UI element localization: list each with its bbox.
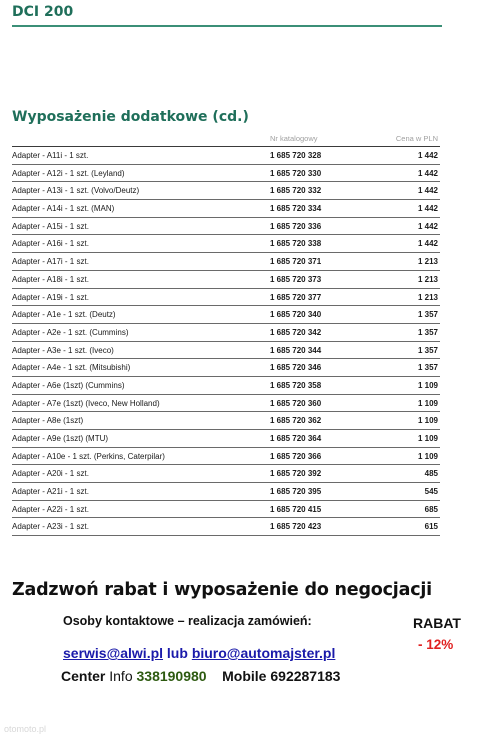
table-row xyxy=(12,359,440,377)
catalog-number-cell: 1 685 720 358 xyxy=(270,380,322,390)
price-cell: 1 357 xyxy=(417,363,438,373)
product-name-cell: Adapter - A17i - 1 szt. xyxy=(12,257,89,267)
price-cell: 685 xyxy=(424,504,438,514)
product-name-cell: Adapter - A6e (1szt) (Cummins) xyxy=(12,380,125,390)
price-cell: 1 109 xyxy=(417,380,438,390)
table-header xyxy=(12,133,440,147)
table-row xyxy=(12,448,440,466)
price-cell: 1 442 xyxy=(417,168,438,178)
catalog-number-cell: 1 685 720 360 xyxy=(270,398,322,408)
contacts-heading: Osoby kontaktowe – realizacja zamówień: xyxy=(63,614,312,628)
product-name-cell: Adapter - A14i - 1 szt. (MAN) xyxy=(12,204,115,214)
product-name-cell: Adapter - A19i - 1 szt. xyxy=(12,292,89,302)
product-name-cell: Adapter - A22i - 1 szt. xyxy=(12,504,89,514)
table-body xyxy=(12,147,440,536)
title-divider xyxy=(12,25,442,27)
catalog-number-cell: 1 685 720 366 xyxy=(270,451,322,461)
catalog-number-cell: 1 685 720 344 xyxy=(270,345,322,355)
phone-number-center[interactable]: 338190980 xyxy=(136,668,207,684)
product-name-cell: Adapter - A21i - 1 szt. xyxy=(12,487,89,497)
catalog-number-cell: 1 685 720 328 xyxy=(270,151,322,160)
catalog-number-cell: 1 685 720 338 xyxy=(270,239,322,249)
catalog-number-cell: 1 685 720 373 xyxy=(270,274,322,284)
table-row xyxy=(12,182,440,200)
email-line xyxy=(63,645,335,661)
catalog-number-cell: 1 685 720 340 xyxy=(270,310,322,320)
table-row xyxy=(12,501,440,519)
price-cell: 1 442 xyxy=(417,221,438,231)
price-cell: 1 442 xyxy=(417,239,438,249)
price-cell: 1 213 xyxy=(417,257,438,267)
product-name-cell: Adapter - A8e (1szt) xyxy=(12,416,84,426)
section-title: Wyposażenie dodatkowe (cd.) xyxy=(12,109,249,125)
catalog-number-cell: 1 685 720 371 xyxy=(270,257,322,267)
product-name-cell: Adapter - A13i - 1 szt. (Volvo/Deutz) xyxy=(12,186,140,196)
product-name-cell: Adapter - A9e (1szt) (MTU) xyxy=(12,434,109,443)
promo-headline: Zadzwoń rabat i wyposażenie do negocjacji xyxy=(12,580,432,600)
table-row xyxy=(12,342,440,360)
catalog-number-cell: 1 685 720 330 xyxy=(270,168,322,178)
table-row xyxy=(12,235,440,253)
watermark: otomoto.pl xyxy=(4,724,47,734)
product-name-cell: Adapter - A12i - 1 szt. (Leyland) xyxy=(12,168,125,178)
product-name-cell: Adapter - A18i - 1 szt. xyxy=(12,274,89,284)
table-row xyxy=(12,518,440,536)
price-cell: 1 357 xyxy=(417,345,438,355)
email-link-serwis[interactable]: serwis@alwi.pl xyxy=(63,645,164,661)
table-row xyxy=(12,306,440,324)
rabat-value: - 12% xyxy=(418,637,454,652)
table-row xyxy=(12,377,440,395)
table-row xyxy=(12,147,440,165)
product-name-cell: Adapter - A15i - 1 szt. xyxy=(12,221,89,231)
product-name-cell: Adapter - A20i - 1 szt. xyxy=(12,469,89,479)
phone-label-center: Center xyxy=(61,668,106,684)
price-cell: 485 xyxy=(424,469,438,479)
product-name-cell: Adapter - A2e - 1 szt. (Cummins) xyxy=(12,327,129,337)
catalog-number-cell: 1 685 720 334 xyxy=(270,204,322,214)
catalog-number-cell: 1 685 720 423 xyxy=(270,522,322,532)
catalog-number-cell: 1 685 720 415 xyxy=(270,504,322,514)
table-row xyxy=(12,271,440,289)
email-separator: lub xyxy=(166,645,188,661)
column-header-catalog: Nr katalogowy xyxy=(270,134,318,143)
price-cell: 1 109 xyxy=(417,434,438,443)
price-cell: 545 xyxy=(424,487,438,497)
product-name-cell: Adapter - A23i - 1 szt. xyxy=(12,522,89,532)
price-cell: 615 xyxy=(424,522,438,532)
price-cell: 1 442 xyxy=(417,204,438,214)
table-row xyxy=(12,218,440,236)
table-row xyxy=(12,200,440,218)
catalog-number-cell: 1 685 720 346 xyxy=(270,363,322,373)
phone-line xyxy=(61,668,340,684)
rabat-label: RABAT xyxy=(413,615,461,631)
table-row xyxy=(12,289,440,307)
phone-label-info: Info xyxy=(109,668,133,684)
price-cell: 1 357 xyxy=(417,327,438,337)
column-header-price: Cena w PLN xyxy=(395,134,438,143)
catalog-number-cell: 1 685 720 332 xyxy=(270,186,322,196)
page-title: DCI 200 xyxy=(12,4,74,20)
price-cell: 1 213 xyxy=(417,292,438,302)
table-row xyxy=(12,395,440,413)
price-cell: 1 357 xyxy=(417,310,438,320)
product-name-cell: Adapter - A3e - 1 szt. (Iveco) xyxy=(12,345,114,355)
price-cell: 1 442 xyxy=(417,186,438,196)
product-name-cell: Adapter - A7e (1szt) (Iveco, New Holland) xyxy=(12,398,160,408)
table-row xyxy=(12,430,440,448)
table-row xyxy=(12,165,440,183)
catalog-number-cell: 1 685 720 364 xyxy=(270,434,322,443)
product-name-cell: Adapter - A4e - 1 szt. (Mitsubishi) xyxy=(12,363,131,373)
phone-number-mobile[interactable]: 692287183 xyxy=(270,668,341,684)
price-table xyxy=(12,133,440,536)
product-name-cell: Adapter - A10e - 1 szt. (Perkins, Caterpilar) xyxy=(12,451,165,461)
price-cell: 1 442 xyxy=(417,151,438,160)
table-row xyxy=(12,483,440,501)
price-cell: 1 109 xyxy=(417,398,438,408)
catalog-number-cell: 1 685 720 336 xyxy=(270,221,322,231)
product-name-cell: Adapter - A11i - 1 szt. xyxy=(12,151,89,160)
table-row xyxy=(12,324,440,342)
table-row xyxy=(12,465,440,483)
catalog-number-cell: 1 685 720 392 xyxy=(270,469,322,479)
catalog-number-cell: 1 685 720 377 xyxy=(270,292,322,302)
price-cell: 1 109 xyxy=(417,451,438,461)
table-row xyxy=(12,412,440,430)
price-cell: 1 109 xyxy=(417,416,438,426)
catalog-number-cell: 1 685 720 342 xyxy=(270,327,322,337)
phone-label-mobile: Mobile xyxy=(222,668,267,684)
product-name-cell: Adapter - A16i - 1 szt. xyxy=(12,239,89,249)
product-name-cell: Adapter - A1e - 1 szt. (Deutz) xyxy=(12,310,116,320)
price-cell: 1 213 xyxy=(417,274,438,284)
email-link-biuro[interactable]: biuro@automajster.pl xyxy=(191,645,336,661)
table-row xyxy=(12,253,440,271)
catalog-number-cell: 1 685 720 395 xyxy=(270,487,322,497)
catalog-number-cell: 1 685 720 362 xyxy=(270,416,322,426)
